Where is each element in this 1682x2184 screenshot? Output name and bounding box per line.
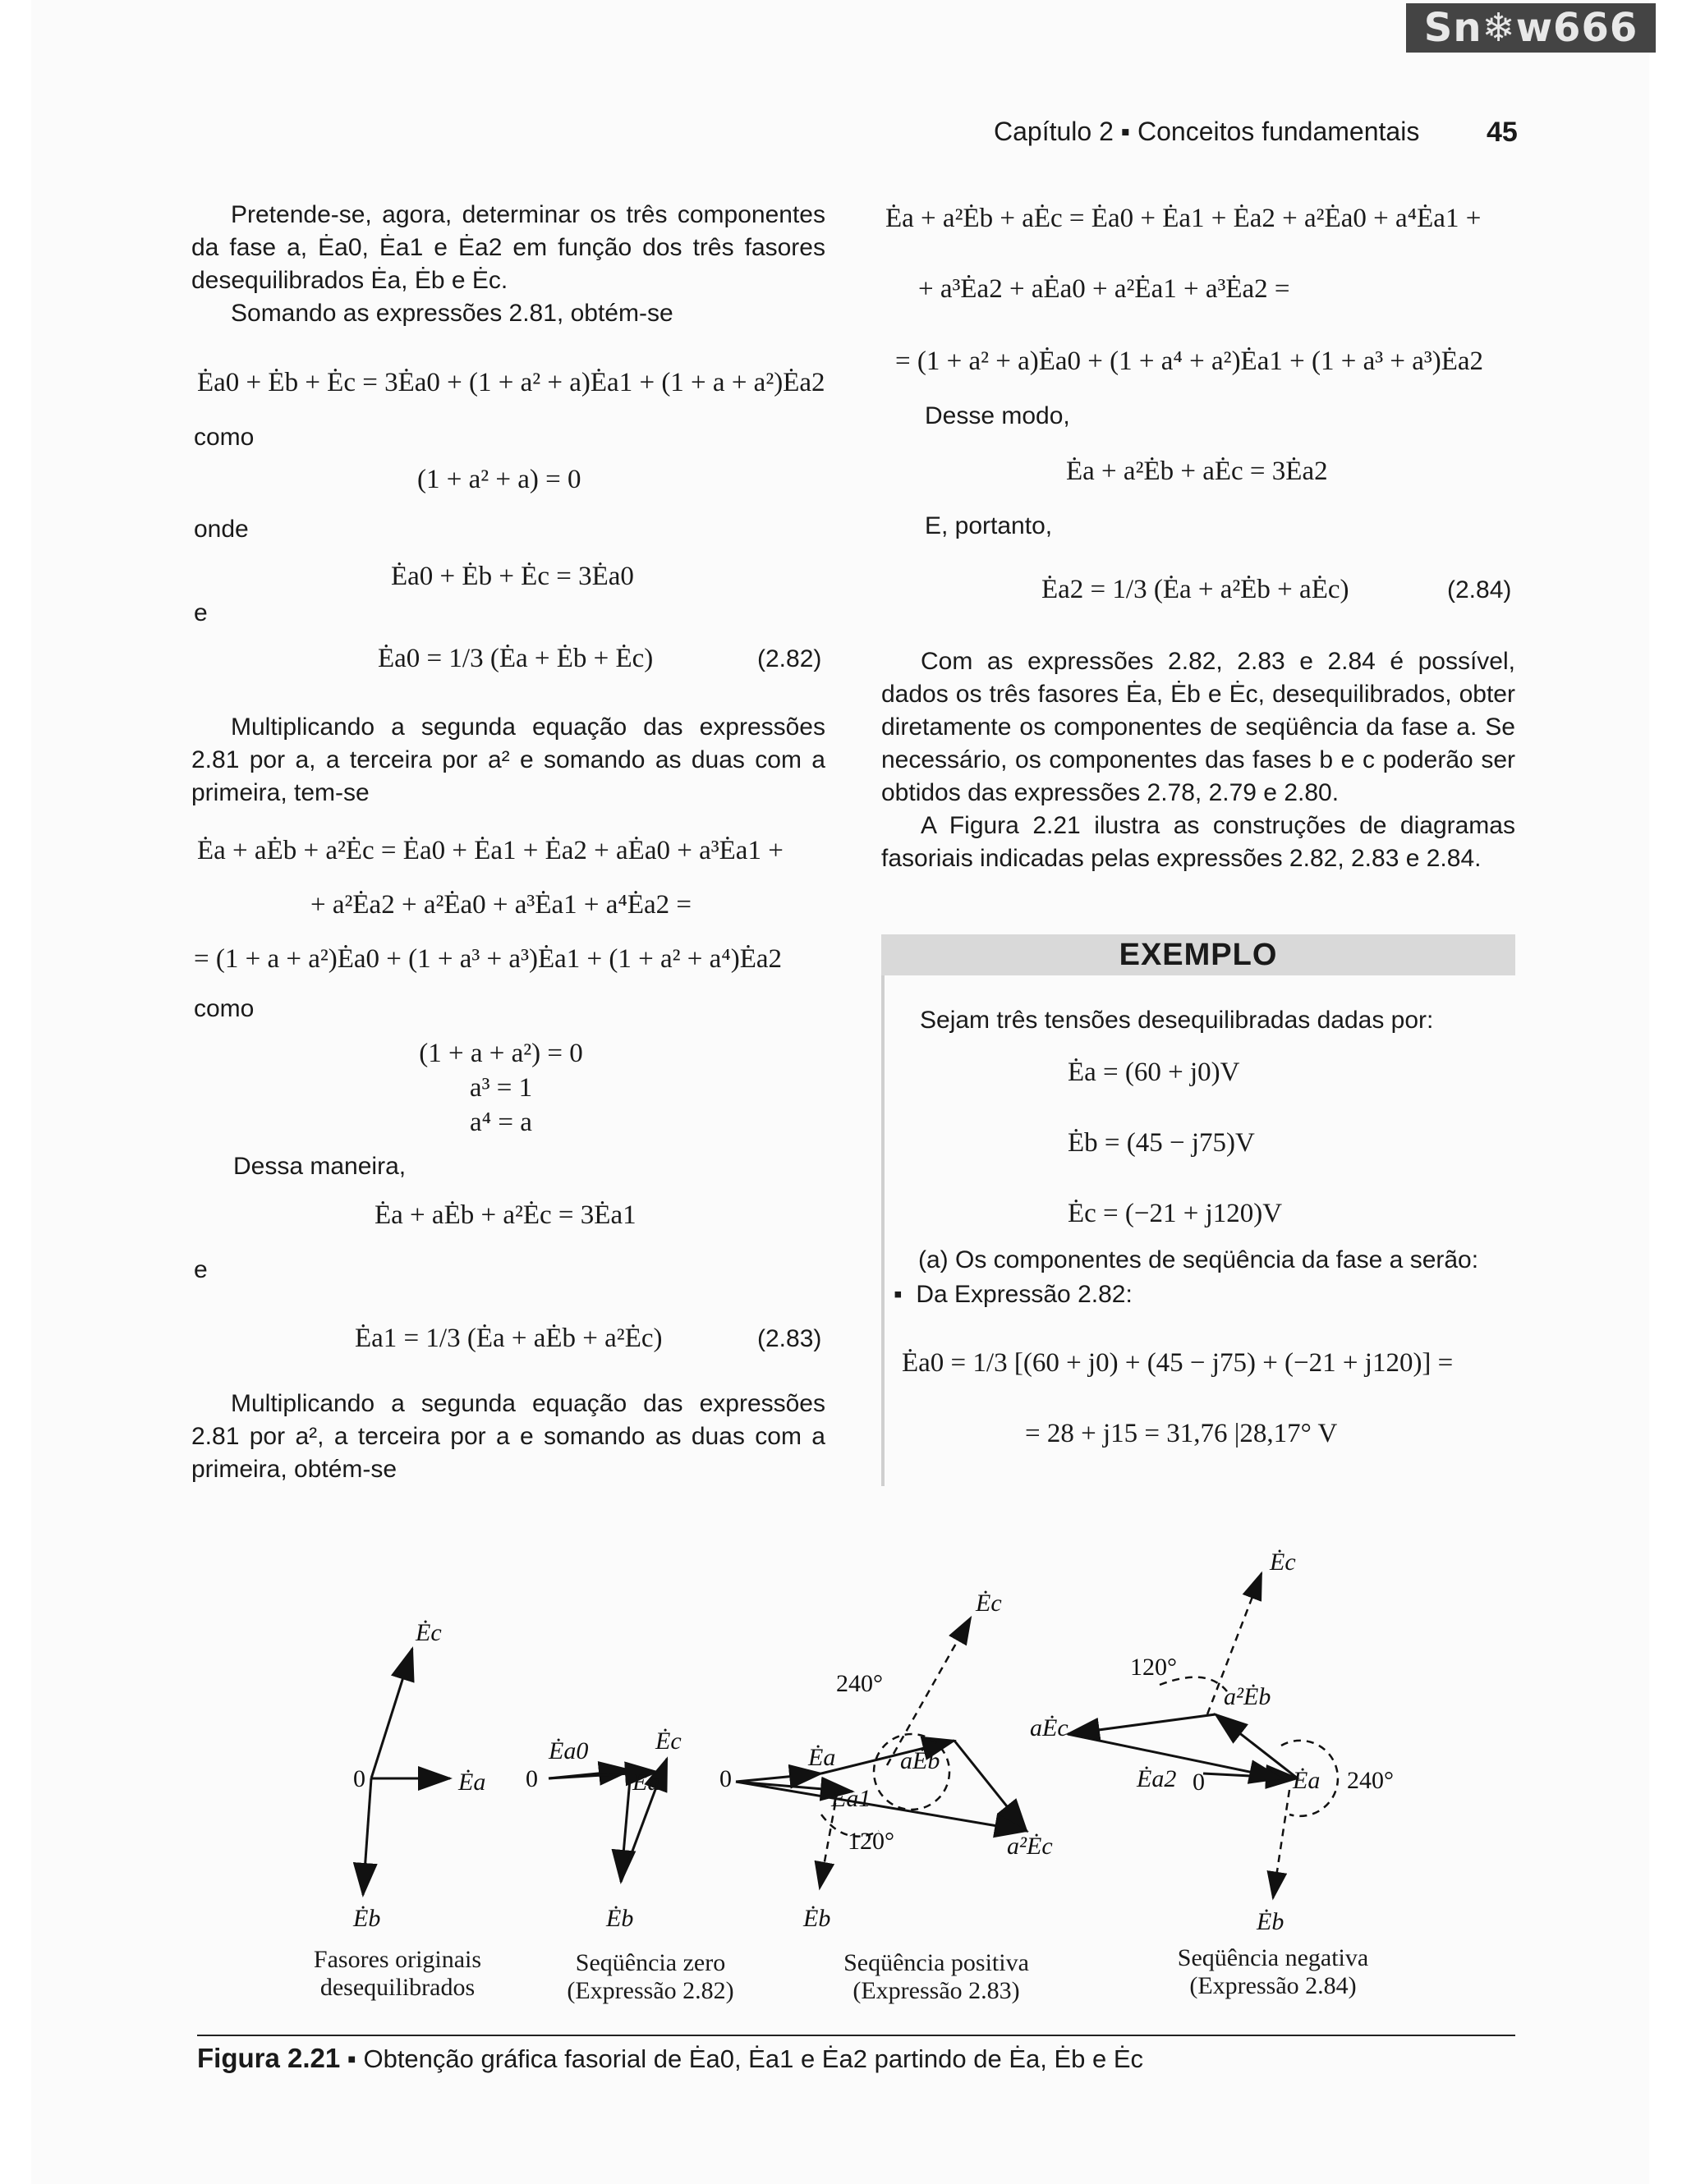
d2-ea-label: Ėa bbox=[632, 1769, 660, 1796]
equation-sum-a-line-2: + a²Ėa2 + a²Ėa0 + a³Ėa1 + a⁴Ėa2 = bbox=[310, 890, 692, 920]
text-desse-modo: Desse modo, bbox=[925, 402, 1070, 429]
d3-zero-label: 0 bbox=[719, 1765, 732, 1792]
left-p3-block bbox=[191, 711, 825, 810]
left-p1-block bbox=[191, 199, 825, 330]
d4-a2eb-label: a²Ėb bbox=[1224, 1683, 1271, 1710]
page-number: 45 bbox=[1487, 117, 1518, 148]
d3-ec-label: Ėc bbox=[976, 1590, 1002, 1617]
d2-eb-label: Ėb bbox=[606, 1905, 634, 1932]
d4-aec-arrow bbox=[1068, 1714, 1216, 1734]
word-e-2: e bbox=[194, 1256, 208, 1283]
left-paragraph-1: Pretende-se, agora, determinar os três componentes da fase a, Ėa0, Ėa1 e Ėa2 em função dos três fasores desequilibrados Ėa, Ėb e Ėc. bbox=[191, 201, 825, 294]
subcaption-negative-line-1: Seqüência negativa bbox=[1177, 1944, 1369, 1971]
d1-ec-arrow bbox=[371, 1649, 412, 1778]
example-calc-2: = 28 + j15 = 31,76 |28,17° V bbox=[1025, 1419, 1338, 1448]
word-onde: onde bbox=[194, 516, 249, 543]
d1-eb-arrow bbox=[363, 1778, 371, 1895]
left-p5-block bbox=[191, 1388, 825, 1486]
figure-caption-rule bbox=[197, 2035, 1515, 2036]
subcaption-original bbox=[291, 1946, 504, 2002]
d2-ea0-label: Ėa0 bbox=[549, 1737, 589, 1764]
d2-zero-label: 0 bbox=[526, 1765, 538, 1792]
subcaption-negative-line-2: (Expressão 2.84) bbox=[1189, 1972, 1357, 1999]
equation-number-2-82: (2.82) bbox=[757, 645, 822, 672]
text-dessa-maneira: Dessa maneira, bbox=[233, 1153, 407, 1180]
d4-aec-label: aĖc bbox=[1030, 1714, 1068, 1741]
d3-aeb-label: aĖb bbox=[900, 1747, 940, 1774]
subcaption-positive bbox=[813, 1949, 1059, 2005]
left-paragraph-2: Somando as expressões 2.81, obtém-se bbox=[231, 300, 673, 327]
equation-ea2: Ėa2 = 1/3 (Ėa + a²Ėb + aĖc) bbox=[1041, 575, 1349, 604]
equation-ea1: Ėa1 = 1/3 (Ėa + aĖb + a²Ėc) bbox=[355, 1324, 663, 1353]
example-item-a: (a) Os componentes de seqüência da fase a serão: bbox=[918, 1246, 1479, 1273]
d2-ec-label: Ėc bbox=[655, 1727, 682, 1755]
subcaption-positive-line-1: Seqüência positiva bbox=[843, 1949, 1029, 1976]
subcaption-positive-line-2: (Expressão 2.83) bbox=[852, 1977, 1020, 2004]
conditions-block bbox=[378, 1036, 624, 1140]
figure-caption-label: Figura 2.21 bbox=[197, 2043, 341, 2073]
subcaption-negative bbox=[1150, 1944, 1396, 2000]
d4-ea-arrow bbox=[1203, 1773, 1298, 1778]
left-paragraph-5: Multiplicando a segunda equação das expressões 2.81 por a², a terceira por a e somando as duas com a primeira, obtém-se bbox=[191, 1390, 825, 1483]
example-ec: Ėc = (−21 + j120)V bbox=[1068, 1199, 1283, 1228]
d3-120-label: 120° bbox=[848, 1828, 894, 1855]
condition-a4: a⁴ = a bbox=[470, 1108, 532, 1137]
d1-ec-label: Ėc bbox=[416, 1619, 442, 1646]
d4-a2eb-arrow bbox=[1216, 1714, 1298, 1778]
d3-ea-label: Ėa bbox=[808, 1744, 836, 1771]
equation-sum-a-line-3: = (1 + a + a²)Ėa0 + (1 + a³ + a³)Ėa1 + (1 + a² + a⁴)Ėa2 bbox=[194, 944, 783, 974]
d3-eb-label: Ėb bbox=[803, 1905, 831, 1932]
word-como-1: como bbox=[194, 424, 255, 451]
right-text-block bbox=[881, 645, 1515, 875]
subcaption-original-line-1: Fasores originais bbox=[313, 1946, 482, 1973]
equation-sum-a2-line-3: = (1 + a² + a)Ėa0 + (1 + a⁴ + a²)Ėa1 + (1 + a³ + a³)Ėa2 bbox=[895, 346, 1484, 376]
equation-sum: Ėa0 + Ėb + Ėc = 3Ėa0 + (1 + a² + a)Ėa1 + (1 + a + a²)Ėa2 bbox=[197, 368, 825, 397]
d4-zero-label: 0 bbox=[1193, 1769, 1205, 1796]
example-intro: Sejam três tensões desequilibradas dadas por: bbox=[920, 1007, 1434, 1034]
word-e-1: e bbox=[194, 599, 208, 626]
subcaption-zero bbox=[544, 1949, 757, 2005]
equation-sum-a2-line-1: Ėa + a²Ėb + aĖc = Ėa0 + Ėa1 + Ėa2 + a²Ėa0 + a⁴Ėa1 + bbox=[885, 204, 1482, 233]
equation-3ea0: Ėa0 + Ėb + Ėc = 3Ėa0 bbox=[391, 562, 634, 591]
d4-ea-label: Ėa bbox=[1293, 1767, 1321, 1794]
equation-sum-a-line-1: Ėa + aĖb + a²Ėc = Ėa0 + Ėa1 + Ėa2 + aĖa0 + a³Ėa1 + bbox=[197, 836, 784, 865]
d4-ea2-label: Ėa2 bbox=[1137, 1765, 1177, 1792]
right-paragraph-2: A Figura 2.21 ilustra as construções de diagramas fasoriais indicadas pelas expressões 2.82, 2.83 e 2.84. bbox=[881, 812, 1515, 872]
equation-condition-1: (1 + a² + a) = 0 bbox=[417, 465, 581, 494]
example-ea: Ėa = (60 + j0)V bbox=[1068, 1058, 1240, 1087]
d1-eb-label: Ėb bbox=[353, 1905, 381, 1932]
running-title: Capítulo 2 ▪ Conceitos fundamentais bbox=[994, 117, 1420, 146]
d3-a2ec-label: a²Ėc bbox=[1007, 1833, 1053, 1860]
word-como-2: como bbox=[194, 995, 255, 1022]
condition-a3: a³ = 1 bbox=[469, 1073, 533, 1103]
figure-caption bbox=[197, 2043, 1143, 2074]
subcaption-zero-line-2: (Expressão 2.82) bbox=[567, 1977, 734, 2004]
equation-number-2-84: (2.84) bbox=[1447, 576, 1512, 603]
watermark-logo: Sn❄w666 bbox=[1406, 3, 1656, 53]
d4-ec-label: Ėc bbox=[1270, 1549, 1296, 1576]
equation-3ea1: Ėa + aĖb + a²Ėc = 3Ėa1 bbox=[375, 1200, 636, 1230]
text-e-portanto: E, portanto, bbox=[925, 512, 1053, 539]
example-bullet: ▪ Da Expressão 2.82: bbox=[894, 1281, 1133, 1308]
d4-240-label: 240° bbox=[1347, 1767, 1394, 1794]
equation-number-2-83: (2.83) bbox=[757, 1325, 822, 1352]
example-eb: Ėb = (45 − j75)V bbox=[1068, 1128, 1255, 1158]
d1-zero-label: 0 bbox=[353, 1765, 365, 1792]
d4-120-label: 120° bbox=[1130, 1654, 1177, 1681]
equation-sum-a2-line-2: + a³Ėa2 + aĖa0 + a²Ėa1 + a³Ėa2 = bbox=[918, 274, 1290, 304]
subcaption-zero-line-1: Seqüência zero bbox=[575, 1949, 726, 1976]
d4-eb-dashed bbox=[1273, 1790, 1289, 1898]
d3-ea-arrow bbox=[736, 1773, 821, 1782]
example-calc-1: Ėa0 = 1/3 [(60 + j0) + (45 − j75) + (−21 + j120)] = bbox=[902, 1348, 1454, 1378]
left-paragraph-3: Multiplicando a segunda equação das expressões 2.81 por a, a terceira por a² e somando as duas com a primeira, tem-se bbox=[191, 713, 825, 806]
example-side-rule bbox=[881, 975, 885, 1486]
right-paragraph-1: Com as expressões 2.82, 2.83 e 2.84 é possível, dados os três fasores Ėa, Ėb e Ėc, desequilibrados, obter diretamente os componentes de seqüência da fase a. Se necessário, os componentes das fases b e c poderão ser obtidos das expressões 2.78, 2.79 e 2.80. bbox=[881, 648, 1515, 806]
d4-eb-label: Ėb bbox=[1257, 1908, 1284, 1935]
d2-sum-arrow-1 bbox=[621, 1770, 631, 1882]
figure-caption-text: ▪ Obtenção gráfica fasorial de Ėa0, Ėa1 e Ėa2 partindo de Ėa, Ėb e Ėc bbox=[347, 2044, 1144, 2073]
d3-a2ec-arrow bbox=[954, 1741, 1027, 1831]
equation-3ea2: Ėa + a²Ėb + aĖc = 3Ėa2 bbox=[1066, 457, 1328, 486]
d3-ec-dashed bbox=[887, 1617, 971, 1765]
d1-ea-label: Ėa bbox=[458, 1769, 486, 1796]
example-header: EXEMPLO bbox=[881, 934, 1515, 975]
d3-ea1-label: Ėa1 bbox=[831, 1785, 871, 1812]
condition-sum: (1 + a + a²) = 0 bbox=[419, 1039, 583, 1068]
example-bullet-text: Da Expressão 2.82: bbox=[916, 1281, 1133, 1308]
subcaption-original-line-2: desequilibrados bbox=[319, 1974, 476, 2001]
equation-ea0: Ėa0 = 1/3 (Ėa + Ėb + Ėc) bbox=[378, 644, 654, 673]
d3-240-label: 240° bbox=[836, 1670, 883, 1697]
d3-result-arrow bbox=[736, 1782, 1027, 1831]
phasor-figure bbox=[0, 1544, 1682, 1987]
